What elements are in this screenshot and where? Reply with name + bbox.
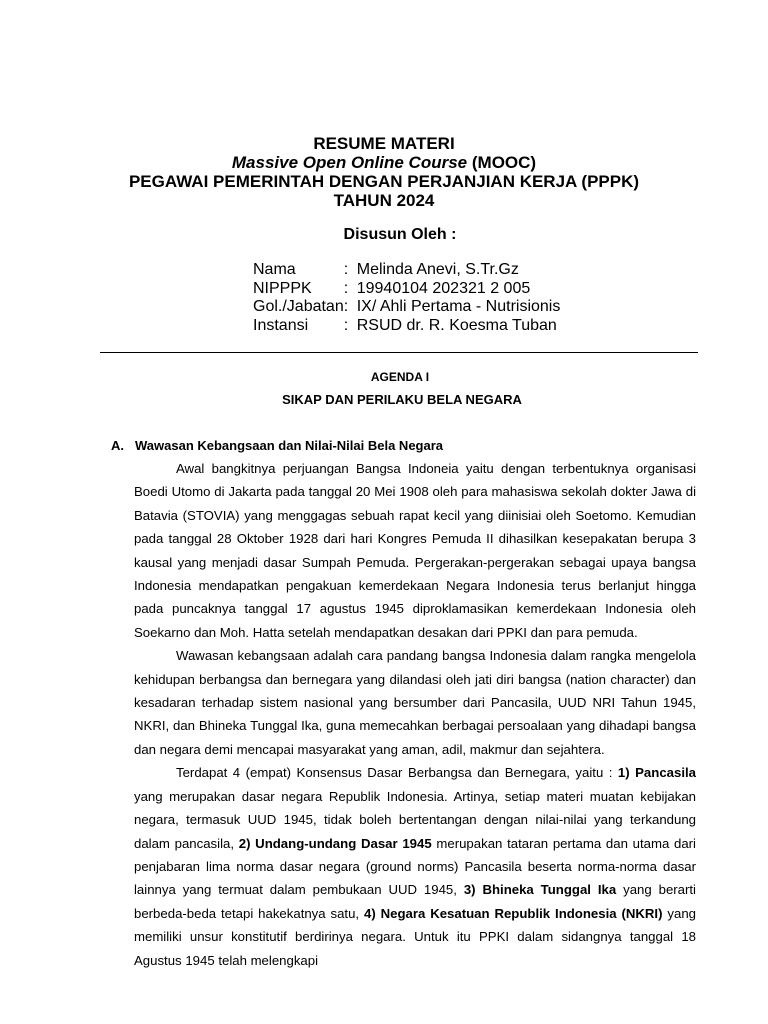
info-separator: :: [343, 298, 349, 315]
horizontal-divider: [100, 352, 698, 353]
info-row-name: [253, 261, 560, 280]
info-row-institution: [253, 317, 560, 336]
paragraph-2: Wawasan kebangsaan adalah cara pandang bangsa Indonesia dalam rangka mengelola kehidupan berbangsa dan bernegara yang dilandasi oleh jati diri bangsa (nation character) dan kesadaran terhadap sistem nasional yang bersumber dari Pancasila, UUD NRI Tahun 1945, NKRI, dan Bhineka Tunggal Ika, guna memecahkan berbagai persoalaan yang dihadapi bangsa dan negara demi mencapai masyarakat yang aman, adil, makmur dan sejahtera.: [134, 648, 696, 757]
paragraph-3-text: Terdapat 4 (empat) Konsensus Dasar Berbangsa dan Bernegara, yaitu :: [176, 765, 618, 781]
section-heading-text: Wawasan Kebangsaan dan Nilai-Nilai Bela Negara: [135, 438, 444, 453]
title-line-3: PEGAWAI PEMERINTAH DENGAN PERJANJIAN KERJA (PPPK): [128, 172, 640, 191]
consensus-uud-1945: 2) Undang-undang Dasar 1945: [238, 835, 432, 851]
info-label: Instansi: [253, 316, 309, 334]
info-label: Nama: [253, 261, 296, 278]
info-value: 19940104 202321 2 005: [356, 279, 531, 297]
paragraph-3-text: yang merupakan dasar negara Republik Indonesia. Artinya, setiap materi muatan kebijakan negara, termasuk UUD 1945, tidak boleh bertentangan dengan nilai-nilai yang terkandung dalam pancasila,: [134, 788, 696, 851]
title-mooc-abbr: (MOOC): [471, 153, 537, 172]
title-mooc-italic: Massive Open Online Course: [231, 153, 468, 172]
author-heading: Disusun Oleh :: [343, 226, 457, 243]
consensus-pancasila: 1) Pancasila: [617, 765, 696, 781]
title-line-2: [0, 153, 768, 172]
section-heading: [111, 438, 443, 453]
paragraph-3-text: yang memiliki unsur konstitutif berdirinya negara. Untuk itu PPKI dalam sidangnya tanggal 18 Agustus 1945 telah melengkapi: [134, 905, 696, 968]
paragraph-3-text: merupakan tataran pertama dan utama dari penjabaran lima norma dasar negara (ground norms) Pancasila beserta norma-norma dasar lainnya yang termuat dalam pembukaan UUD 1945,: [134, 835, 696, 898]
info-separator: :: [343, 279, 349, 297]
info-row-nipppk: [253, 280, 560, 299]
info-label: NIPPPK: [253, 279, 312, 297]
info-value: RSUD dr. R. Koesma Tuban: [356, 316, 557, 334]
info-row-position: [253, 298, 560, 317]
info-value: Melinda Anevi, S.Tr.Gz: [356, 261, 519, 278]
info-separator: :: [343, 261, 349, 278]
author-info-table: [253, 261, 560, 335]
title-line-1: RESUME MATERI: [313, 134, 455, 153]
body-text: [134, 457, 696, 972]
info-label: Gol./Jabatan: [253, 298, 344, 315]
title-line-4: TAHUN 2024: [333, 191, 435, 210]
info-separator: :: [343, 316, 349, 334]
agenda-title: SIKAP DAN PERILAKU BELA NEGARA: [282, 392, 522, 407]
paragraph-1: Awal bangkitnya perjuangan Bangsa Indoneia yaitu dengan terbentuknya organisasi Boedi Utomo di Jakarta pada tanggal 20 Mei 1908 oleh para mahasiswa sekolah dokter Jawa di Batavia (STOVIA) yang menggagas sebuah rapat kecil yang diinisiai oleh Soetomo. Kemudian pada tanggal 28 Oktober 1928 dari hari Kongres Pemuda II dihasilkan kesepakatan berupa 3 kausal yang menjadi dasar Sumpah Pemuda. Pergerakan-pergerakan sebagai upaya bangsa Indonesia mendapatkan pengakuan kemerdekaan Negara Indonesia terus berlanjut hingga pada puncaknya tanggal 17 agustus 1945 diproklamasikan kemerdekaan Indonesia oleh Soekarno dan Moh. Hatta setelah mendapatkan desakan dari PPKI dan para pemuda.: [134, 461, 696, 640]
paragraph-3-text: yang berarti berbeda-beda tetapi hakekatnya satu,: [134, 882, 696, 921]
consensus-bhineka: 3) Bhineka Tunggal Ika: [463, 882, 617, 898]
info-value: IX/ Ahli Pertama - Nutrisionis: [356, 298, 561, 315]
agenda-label: AGENDA I: [370, 370, 430, 384]
document-title: [0, 134, 768, 210]
section-letter: A.: [111, 438, 124, 453]
paragraph-3: [134, 761, 696, 972]
consensus-nkri: 4) Negara Kesatuan Republik Indonesia (NKRI): [363, 905, 663, 921]
